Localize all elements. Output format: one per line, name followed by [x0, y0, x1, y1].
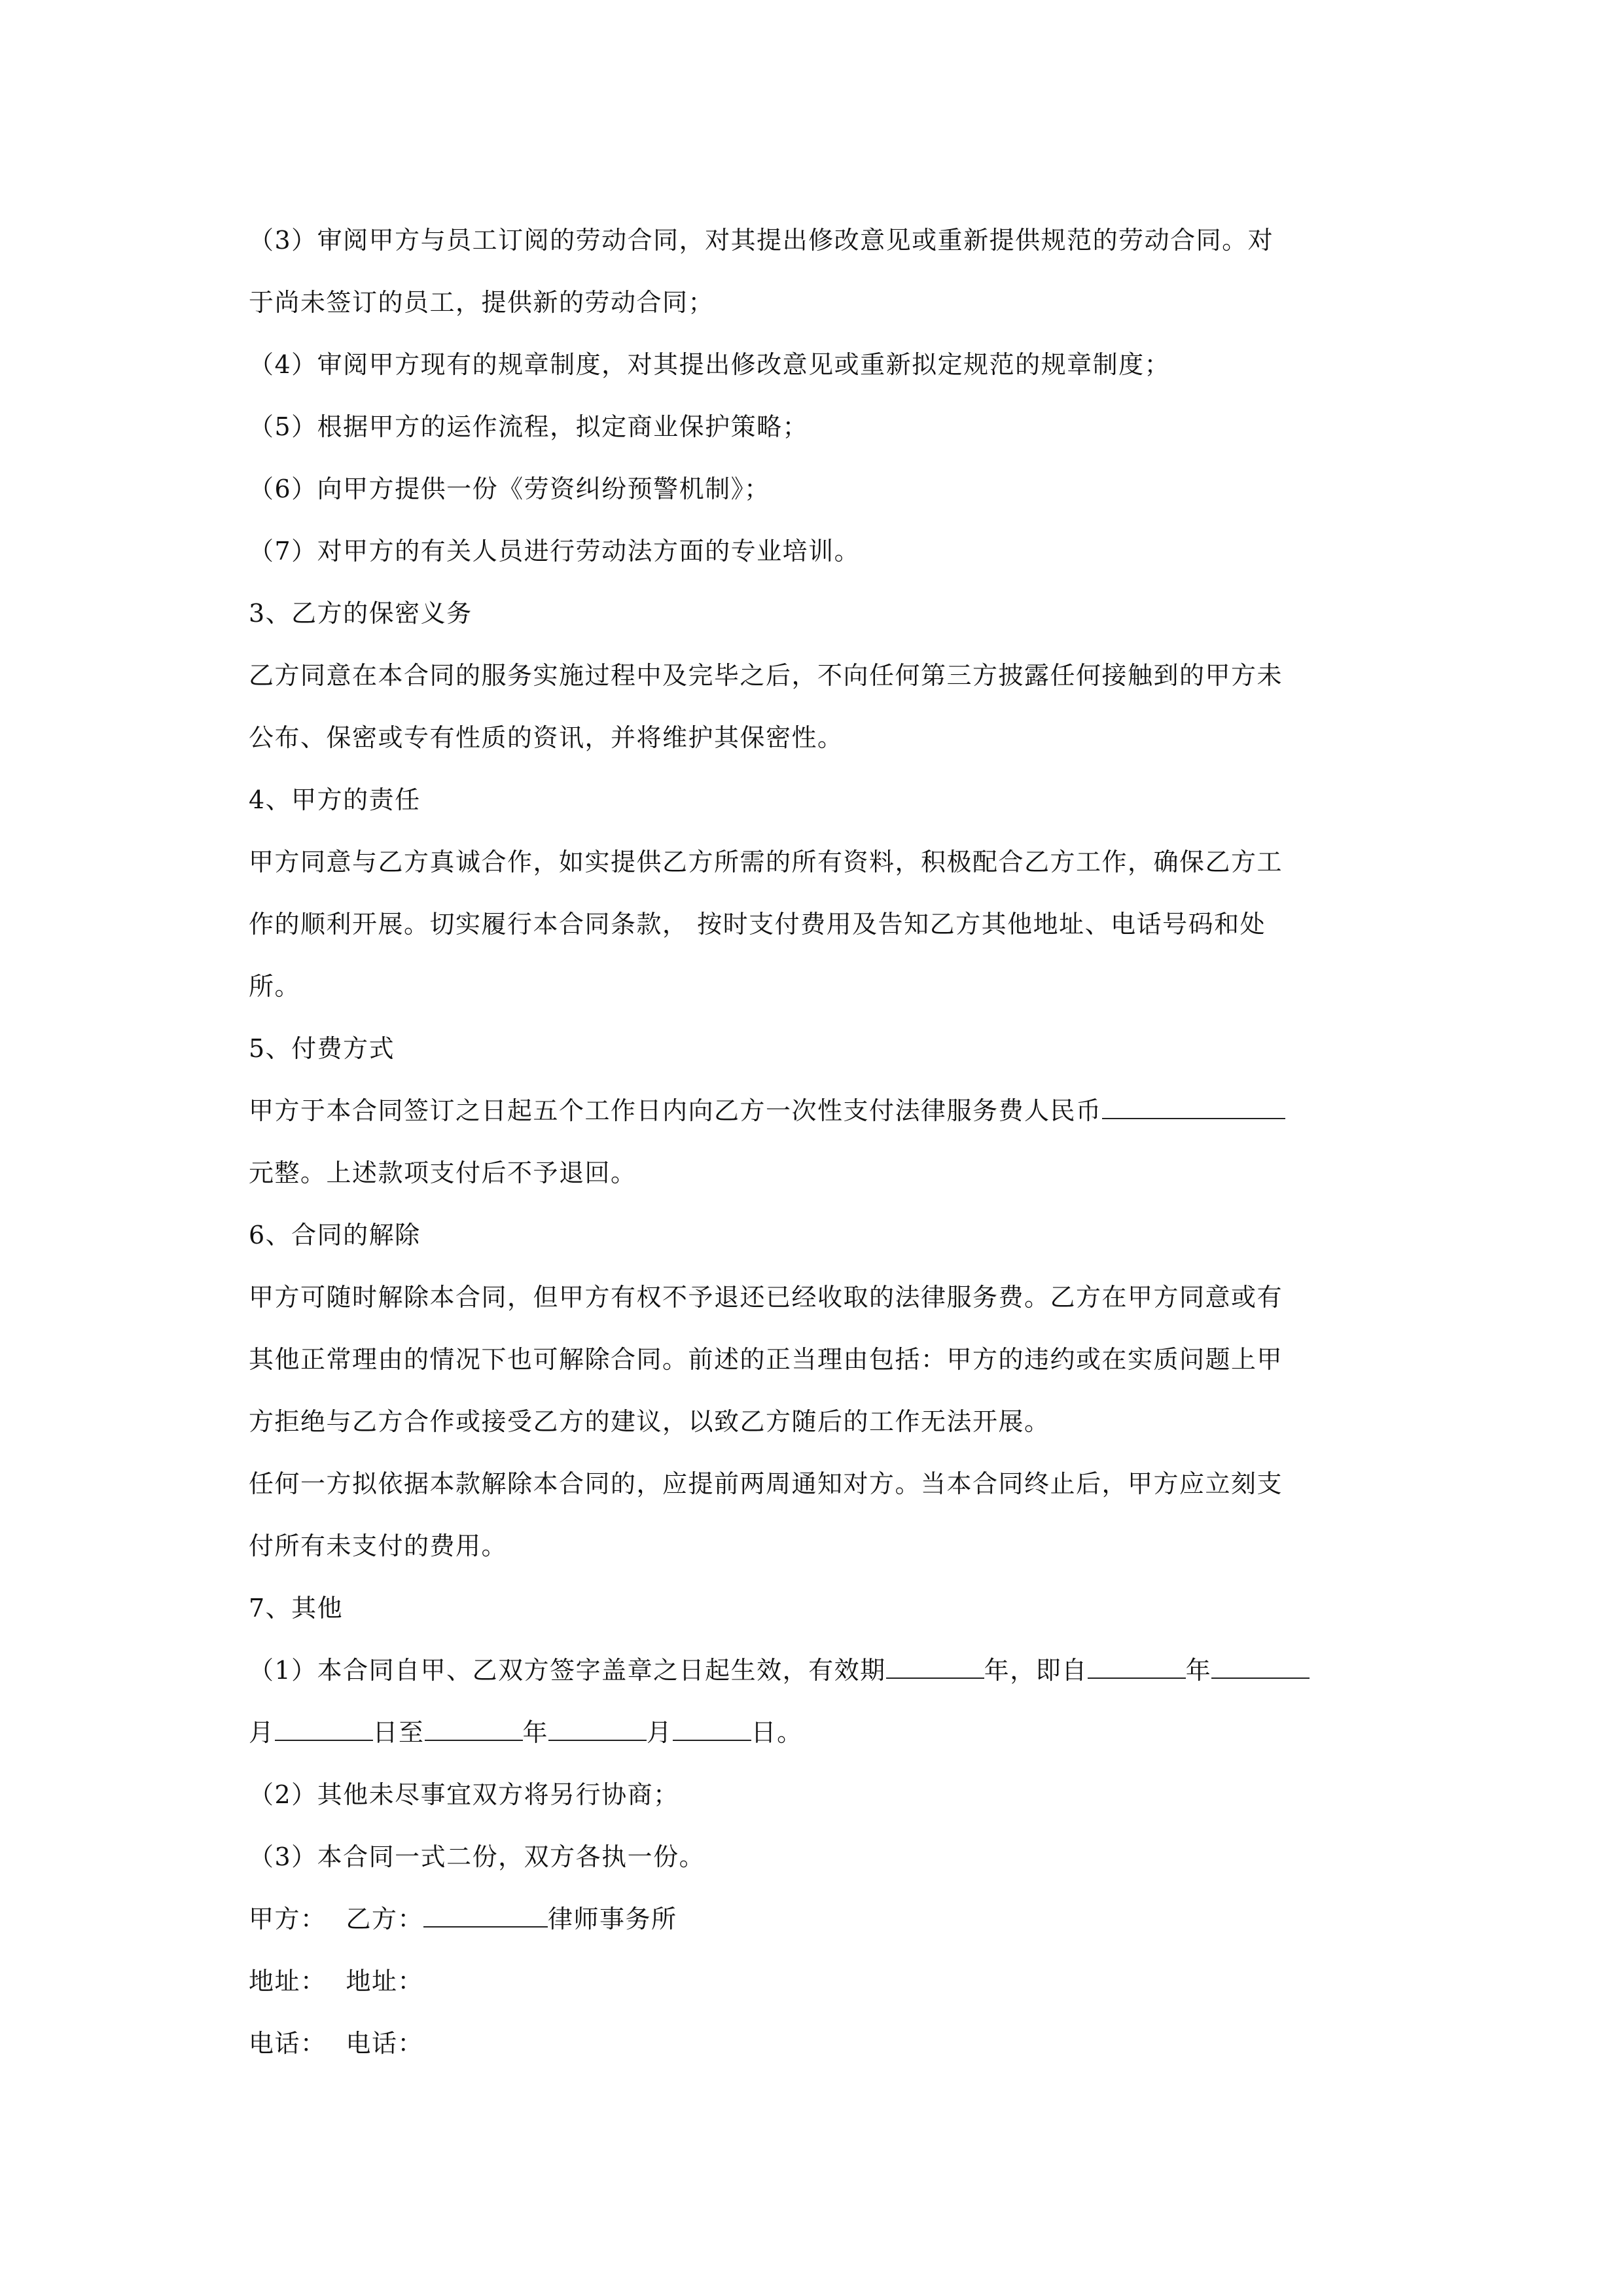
- text-line: （5）根据甲方的运作流程，拟定商业保护策略；: [249, 412, 809, 441]
- term-text: （1）本合同自甲、乙双方签字盖章之日起生效，有效期: [249, 1656, 886, 1685]
- term-line-1: [249, 1640, 1387, 1702]
- section-heading: 7、其他: [249, 1594, 344, 1623]
- signature-party-line: [249, 1888, 1387, 1950]
- end-year-blank: [425, 1721, 523, 1741]
- end-day-unit: 日。: [751, 1718, 803, 1747]
- text-line: （6）向甲方提供一份《劳资纠纷预警机制》；: [249, 475, 770, 503]
- text-line: 所。: [249, 972, 301, 1001]
- text-line: （4）审阅甲方现有的规章制度，对其提出修改意见或重新拟定规范的规章制度；: [249, 350, 1171, 379]
- text-line: 方拒绝与乙方合作或接受乙方的建议，以致乙方随后的工作无法开展。: [249, 1407, 1050, 1436]
- text-line: （3）审阅甲方与员工订阅的劳动合同，对其提出修改意见或重新提供规范的劳动合同。对: [249, 226, 1274, 255]
- year-unit: 年: [1185, 1656, 1212, 1685]
- text-line: （2）其他未尽事宜双方将另行协商；: [249, 1780, 679, 1809]
- party-a-label: 甲方：: [249, 1905, 327, 1933]
- party-b-label: 乙方：: [346, 1905, 424, 1933]
- term-years-blank: [886, 1659, 984, 1679]
- day-to-unit: 日至: [372, 1718, 425, 1747]
- law-firm-blank: [423, 1908, 548, 1928]
- term-unit: 年，即自: [984, 1656, 1088, 1685]
- contract-body: [249, 209, 1387, 2075]
- text-line: 付所有未支付的费用。: [249, 1532, 508, 1560]
- party-a-phone-label: 电话：: [249, 2029, 327, 2058]
- text-line: 作的顺利开展。切实履行本合同条款， 按时支付费用及告知乙方其他地址、电话号码和处: [249, 910, 1266, 939]
- end-month-blank: [548, 1721, 647, 1741]
- section-heading: 4、甲方的责任: [249, 785, 421, 814]
- start-day-blank: [275, 1721, 373, 1741]
- fee-text: 甲方于本合同签订之日起五个工作日内向乙方一次性支付法律服务费人民币: [249, 1096, 1102, 1125]
- text-line: 于尚未签订的员工，提供新的劳动合同；: [249, 288, 715, 317]
- end-year-unit: 年: [522, 1718, 549, 1747]
- text-line: 元整。上述款项支付后不予退回。: [249, 1158, 637, 1187]
- text-line: 甲方可随时解除本合同，但甲方有权不予退还已经收取的法律服务费。乙方在甲方同意或有: [249, 1283, 1283, 1312]
- start-year-blank: [1088, 1659, 1186, 1679]
- fee-amount-blank: [1102, 1100, 1285, 1119]
- party-b-phone-label: 电话：: [346, 2029, 424, 2058]
- text-line: （3）本合同一式二份，双方各执一份。: [249, 1842, 705, 1871]
- text-line: 其他正常理由的情况下也可解除合同。前述的正当理由包括：甲方的违约或在实质问题上甲: [249, 1345, 1283, 1374]
- phone-line: [249, 2013, 1387, 2075]
- end-month-unit: 月: [647, 1718, 673, 1747]
- party-a-address-label: 地址：: [249, 1967, 327, 1996]
- party-b-address-label: 地址：: [346, 1967, 424, 1996]
- month-unit: 月: [249, 1718, 275, 1747]
- section-heading: 6、合同的解除: [249, 1221, 421, 1249]
- section-heading: 5、付费方式: [249, 1034, 395, 1063]
- start-month-blank: [1211, 1659, 1310, 1679]
- term-line-2: [249, 1702, 1387, 1764]
- text-line: 公布、保密或专有性质的资讯，并将维护其保密性。: [249, 723, 844, 752]
- address-line: [249, 1950, 1387, 2013]
- text-line: （7）对甲方的有关人员进行劳动法方面的专业培训。: [249, 537, 861, 565]
- text-line: 任何一方拟依据本款解除本合同的，应提前两周通知对方。当本合同终止后，甲方应立刻支: [249, 1469, 1283, 1498]
- law-firm-suffix: 律师事务所: [548, 1905, 677, 1933]
- text-line: 甲方同意与乙方真诚合作，如实提供乙方所需的所有资料，积极配合乙方工作，确保乙方工: [249, 848, 1283, 876]
- text-line: 乙方同意在本合同的服务实施过程中及完毕之后，不向任何第三方披露任何接触到的甲方未: [249, 661, 1283, 690]
- end-day-blank: [673, 1721, 751, 1741]
- fee-line: [249, 1080, 1387, 1142]
- section-heading: 3、乙方的保密义务: [249, 599, 473, 628]
